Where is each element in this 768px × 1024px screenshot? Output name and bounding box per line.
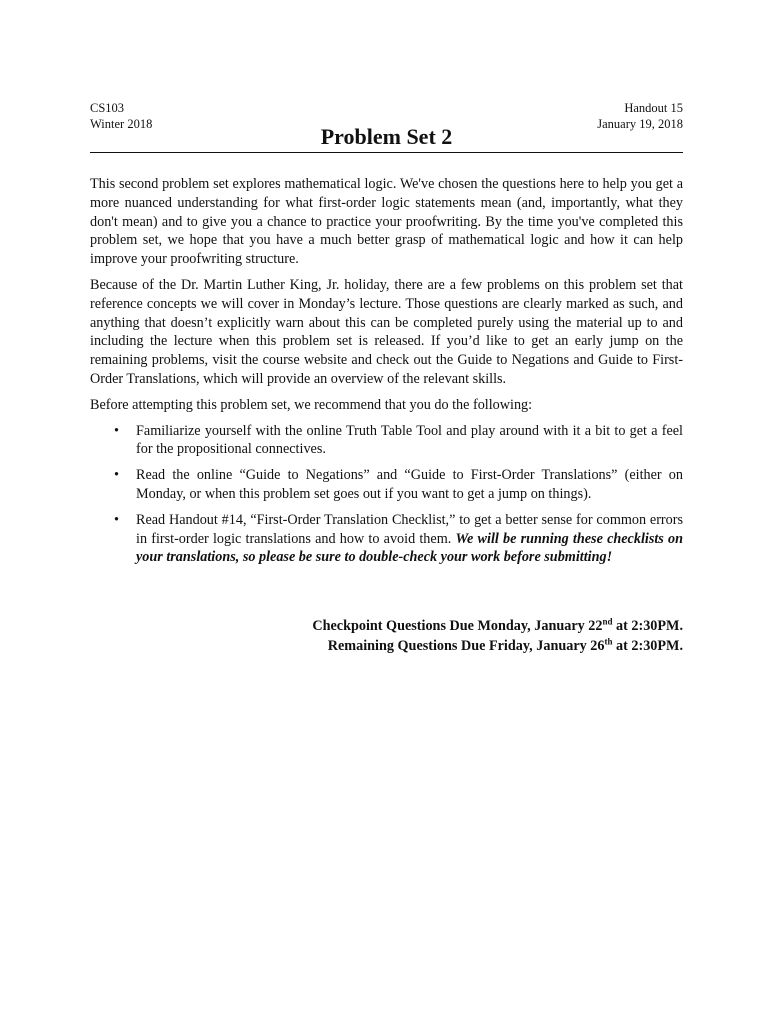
recommendation-paragraph: Before attempting this problem set, we recommend that you do the following: [90, 396, 533, 413]
bullet-icon: • [114, 422, 119, 439]
handout-number: Handout 15 [624, 101, 683, 115]
document-body [90, 175, 683, 567]
course-code: CS103 [90, 101, 125, 115]
document-title: Problem Set 2 [90, 124, 683, 153]
due-dates [90, 616, 683, 656]
bullet-icon: • [114, 511, 119, 528]
list-item [90, 511, 683, 567]
holiday-paragraph: Because of the Dr. Martin Luther King, Jr. holiday, there are a few problems on this problem set that reference concepts we will cover in Monday’s lecture. Those questions are clearly marked as such, and anything that doesn’t explicitly warn about this can be completed purely using the material up to and including the lecture when this problem set is released. If you’d like to get an early jump on the remaining problems, visit the course website and check out the Guide to Negations and Guide to First-Order Translations, which will provide an overview of the relevant skills. [90, 276, 683, 387]
handout-date: January 19, 2018 [597, 117, 683, 131]
header-left [90, 100, 152, 132]
list-item-text: Read the online “Guide to Negations” and “Guide to First-Order Translations” (either on Monday, or when this problem set goes out if you want to get a jump on things). [136, 467, 683, 502]
recommendation-list [90, 422, 683, 568]
bullet-icon: • [114, 467, 119, 484]
document-page [90, 100, 683, 656]
remaining-due-line: Remaining Questions Due Friday, January 26th at 2:30PM. [327, 636, 683, 655]
list-item-text: Familiarize yourself with the online Truth Table Tool and play around with it a bit to get a feel for the propositional connectives. [136, 422, 683, 458]
checkpoint-due-line: Checkpoint Questions Due Monday, January 22nd at 2:30PM. [312, 616, 683, 635]
intro-paragraph: This second problem set explores mathematical logic. We've chosen the questions here to help you get a more nuanced understanding for what first-order logic statements mean (and, importantly, what they don't mean) and to give you a chance to practice your proofwriting. By the time you've completed this problem set, we hope that you have a much better grasp of mathematical logic and how it can help improve your proofwriting structure. [90, 176, 683, 268]
list-item [90, 466, 683, 504]
list-item-emphasis: We will be running these checklists on your translations, so please be sure to double-check your work before submitting! [136, 530, 683, 566]
list-item [90, 422, 683, 460]
list-item-text: Read Handout #14, “First-Order Translation Checklist,” to get a better sense for common errors in first-order logic translations and how to avoid them. [136, 511, 683, 547]
header-right [597, 100, 683, 132]
course-term: Winter 2018 [90, 117, 153, 131]
